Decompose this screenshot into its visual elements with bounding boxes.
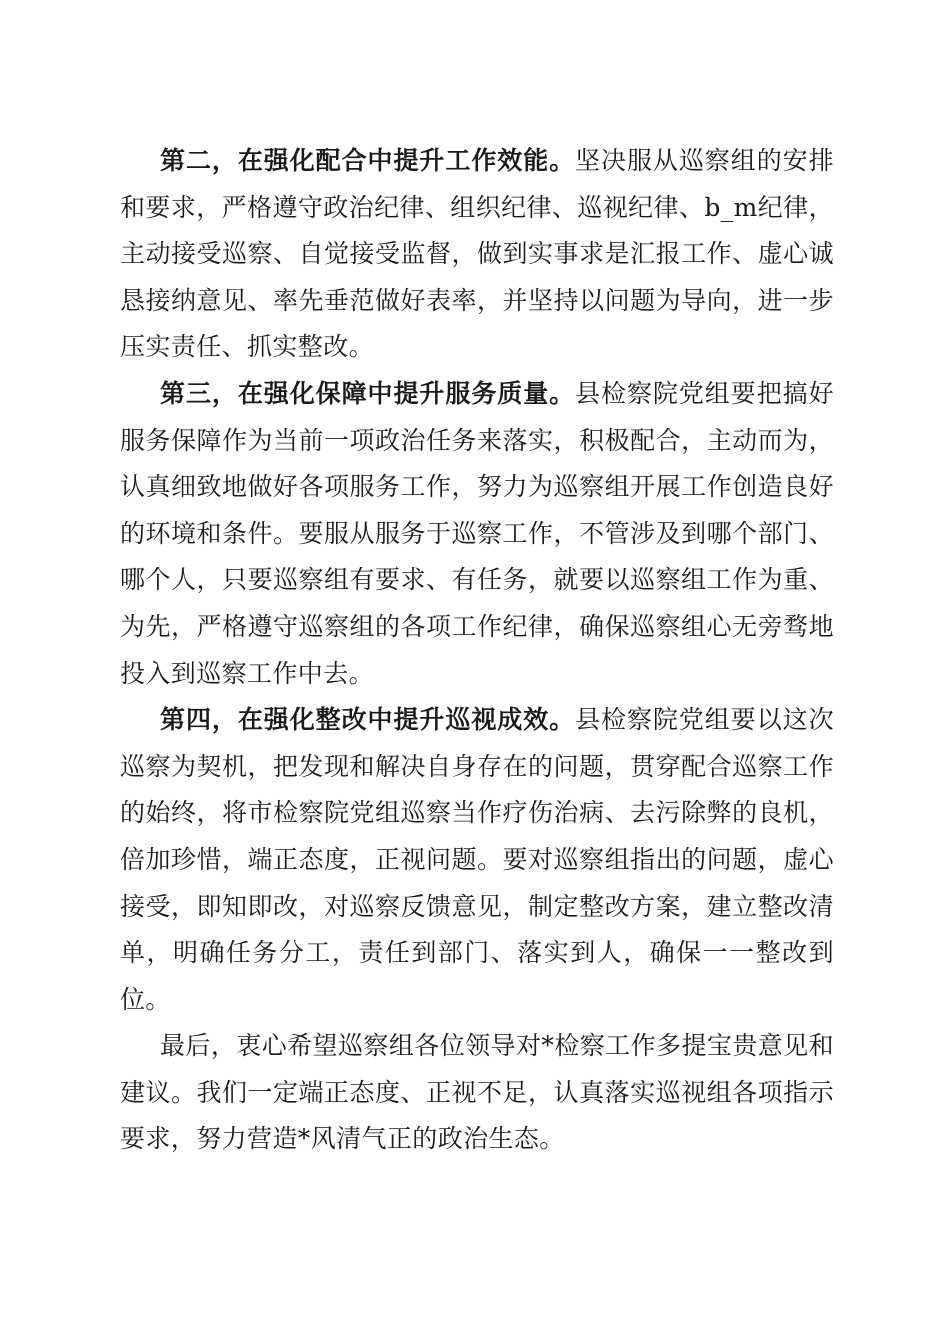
paragraph-lead: 第三，在强化保障中提升服务质量。 <box>160 378 576 408</box>
paragraph-lead: 第二，在强化配合中提升工作效能。 <box>160 146 576 175</box>
paragraph-text: 县检察院党组要以这次巡察为契机，把发现和解决自身存在的问题，贯穿配合巡察工作的始终，将市检察院党组巡察当作疗伤治病、去污除弊的良机，倍加珍惜，端正态度，正视问题。要对巡察组指出的问题，虚心接受，即知即改，对巡察反馈意见，制定整改方案，建立整改清单，明确任务分工，责任到部门、落实到人，确保一一整改到位。 <box>120 705 834 1014</box>
paragraph-closing <box>120 1023 834 1163</box>
paragraph-second <box>120 138 834 371</box>
paragraph-third <box>120 371 834 697</box>
paragraph-text: 坚决服从巡察组的安排和要求，严格遵守政治纪律、组织纪律、巡视纪律、b_m纪律，主动接受巡察、自觉接受监督，做到实事求是汇报工作、虚心诚恳接纳意见、率先垂范做好表率，并坚持以问题为导向，进一步压实责任、抓实整改。 <box>120 146 834 362</box>
paragraph-text: 最后，衷心希望巡察组各位领导对*检察工作多提宝贵意见和建议。我们一定端正态度、正视不足，认真落实巡视组各项指示要求，努力营造*风清气正的政治生态。 <box>120 1031 834 1154</box>
paragraph-fourth <box>120 697 834 1023</box>
document-body <box>120 138 834 1163</box>
paragraph-text: 县检察院党组要把搞好服务保障作为当前一项政治任务来落实，积极配合，主动而为，认真细致地做好各项服务工作，努力为巡察组开展工作创造良好的环境和条件。要服从服务于巡察工作，不管涉及到哪个部门、哪个人，只要巡察组有要求、有任务，就要以巡察组工作为重、为先，严格遵守巡察组的各项工作纪律，确保巡察组心无旁骛地投入到巡察工作中去。 <box>120 378 834 688</box>
paragraph-lead: 第四，在强化整改中提升巡视成效。 <box>160 705 576 735</box>
